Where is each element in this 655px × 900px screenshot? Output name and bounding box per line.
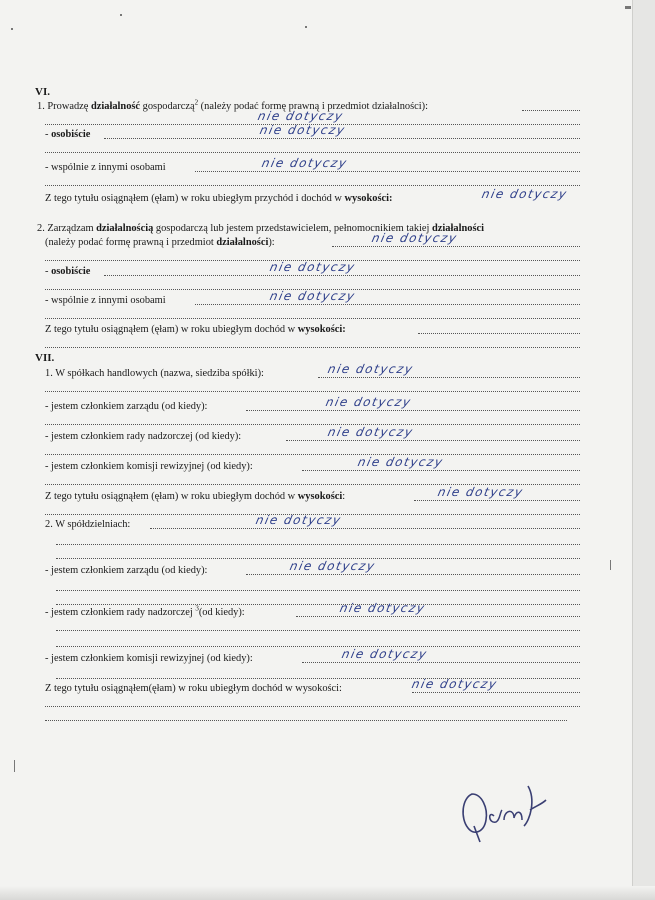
vii-q2-text: 2. W spółdzielniach:	[45, 519, 131, 530]
vi-income1-label: Z tego tytułu osiągnąłem (ęłam) w roku ubiegłym przychód i dochód w wysokości:	[45, 193, 393, 204]
dotted-line	[45, 318, 580, 319]
vii-q1-line	[0, 362, 655, 381]
dotted-line	[195, 304, 580, 305]
scan-bottom-edge	[0, 886, 655, 900]
vii-rada2-line	[0, 601, 655, 620]
vi-income2-label: Z tego tytułu osiągnąłem (ęłam) w roku ubiegłym dochód w wysokości:	[45, 324, 346, 335]
blank-line	[0, 474, 655, 488]
vi-q2-line-b	[0, 231, 655, 250]
vi-osobiscie2-line	[0, 260, 655, 279]
handwritten-answer: nie dotyczy	[260, 156, 349, 170]
vi-q1-text: 1. Prowadzę działalność gospodarczą$^2$ (należy podać formę prawną i przedmiot działalności):	[37, 98, 429, 112]
scan-speck	[14, 760, 15, 772]
handwritten-answer: nie dotyczy	[356, 455, 445, 469]
vii-zarzad2-label: - jestem członkiem zarządu (od kiedy):	[45, 565, 208, 576]
vi-q2-text-b: (należy podać formę prawną i przedmiot działalności):	[45, 237, 275, 248]
vi-osobiscie-label: - osobiście	[45, 129, 91, 140]
handwritten-answer: nie dotyczy	[268, 289, 357, 303]
section-vi-heading: VI.	[35, 86, 50, 98]
dotted-line	[104, 138, 580, 139]
dotted-line	[522, 110, 580, 111]
handwritten-answer: nie dotyczy	[480, 187, 569, 201]
blank-line	[0, 696, 655, 710]
dotted-line	[286, 440, 580, 441]
vi-income1-line	[0, 187, 655, 206]
handwritten-answer: nie dotyczy	[326, 425, 415, 439]
dotted-line	[56, 590, 580, 591]
dotted-line	[56, 646, 580, 647]
dotted-line	[56, 678, 580, 679]
vii-q2-line	[0, 513, 655, 532]
dotted-line	[246, 410, 580, 411]
dotted-line	[414, 500, 580, 501]
vi-wspolnie-label: - wspólnie z innymi osobami	[45, 162, 166, 173]
handwritten-answer: nie dotyczy	[288, 559, 377, 573]
dotted-line	[45, 720, 567, 721]
dotted-line	[150, 528, 580, 529]
handwritten-answer: nie dotyczy	[436, 485, 525, 499]
handwritten-answer: nie dotyczy	[254, 513, 343, 527]
dotted-line	[45, 347, 580, 348]
vi-income2-line	[0, 323, 655, 337]
blank-line	[0, 580, 655, 594]
dotted-line	[45, 424, 580, 425]
vi-wspolnie2-line	[0, 289, 655, 308]
dotted-line	[45, 706, 580, 707]
blank-line	[0, 414, 655, 428]
blank-line	[0, 444, 655, 458]
dotted-line	[56, 604, 580, 605]
vii-komisja2-line	[0, 647, 655, 666]
handwritten-answer: nie dotyczy	[370, 231, 459, 245]
handwritten-answer: nie dotyczy	[268, 260, 357, 274]
vii-q1-text: 1. W spółkach handlowych (nazwa, siedziba spółki):	[45, 368, 264, 379]
section-vii-heading: VII.	[35, 352, 55, 364]
dotted-line	[45, 185, 580, 186]
vii-income2-line	[0, 677, 655, 696]
handwritten-answer: nie dotyczy	[258, 123, 347, 137]
vi-wspolnie2-label: - wspólnie z innymi osobami	[45, 295, 166, 306]
dotted-line	[296, 616, 580, 617]
blank-line	[0, 636, 655, 650]
vii-zarzad-label: - jestem członkiem zarządu (od kiedy):	[45, 401, 208, 412]
dotted-line	[246, 574, 580, 575]
vii-income1-label: Z tego tytułu osiągnąłem (ęłam) w roku ubiegłym dochód w wysokości:	[45, 491, 346, 502]
vii-rada2-label: - jestem członkiem rady nadzorczej $^3$(od kiedy):	[45, 604, 245, 618]
dotted-line	[104, 275, 580, 276]
dotted-line	[318, 377, 580, 378]
dotted-line	[412, 692, 580, 693]
vii-komisja2-label: - jestem członkiem komisji rewizyjnej (od kiedy):	[45, 653, 253, 664]
vi-q2-text-a: 2. Zarządzam działalnością gospodarczą lub jestem przedstawicielem, pełnomocnikiem takiej działalności	[37, 223, 484, 234]
blank-line	[0, 620, 655, 634]
blank-line	[0, 668, 655, 682]
handwritten-answer: nie dotyczy	[410, 677, 499, 691]
vii-komisja-line	[0, 455, 655, 474]
dotted-line	[418, 333, 580, 334]
handwritten-answer: nie dotyczy	[324, 395, 413, 409]
scan-speck	[120, 14, 122, 16]
blank-line	[0, 337, 655, 351]
vii-rada-label: - jestem członkiem rady nadzorczej (od kiedy):	[45, 431, 242, 442]
vi-q2-line-a	[0, 222, 655, 236]
handwritten-answer: nie dotyczy	[338, 601, 427, 615]
handwritten-answer: nie dotyczy	[326, 362, 415, 376]
dotted-line	[45, 454, 580, 455]
handwritten-answer: nie dotyczy	[256, 109, 345, 123]
vii-zarzad-line	[0, 395, 655, 414]
dotted-line	[45, 152, 580, 153]
blank-line	[0, 308, 655, 322]
dotted-line	[56, 544, 580, 545]
dotted-line	[45, 391, 580, 392]
dotted-line	[195, 171, 580, 172]
dotted-line	[302, 662, 580, 663]
scan-speck	[11, 28, 13, 30]
handwritten-answer: nie dotyczy	[340, 647, 429, 661]
dotted-line	[302, 470, 580, 471]
scan-speck	[625, 6, 631, 9]
dotted-line	[56, 630, 580, 631]
blank-line	[0, 381, 655, 395]
scan-speck	[305, 26, 307, 28]
dotted-line	[332, 246, 580, 247]
handwritten-signature	[458, 780, 568, 850]
vii-income1-line	[0, 485, 655, 504]
vi-osobiscie-line	[0, 123, 655, 142]
blank-line	[0, 534, 655, 548]
vi-wspolnie-line	[0, 156, 655, 175]
blank-line	[0, 710, 655, 724]
vii-rada-line	[0, 425, 655, 444]
vii-income2-label: Z tego tytułu osiągnąłem(ęłam) w roku ubiegłym dochód w wysokości:	[45, 683, 342, 694]
vi-osobiscie2-label: - osobiście	[45, 266, 91, 277]
vii-zarzad2-line	[0, 559, 655, 578]
vii-komisja-label: - jestem członkiem komisji rewizyjnej (od kiedy):	[45, 461, 253, 472]
blank-line	[0, 142, 655, 156]
